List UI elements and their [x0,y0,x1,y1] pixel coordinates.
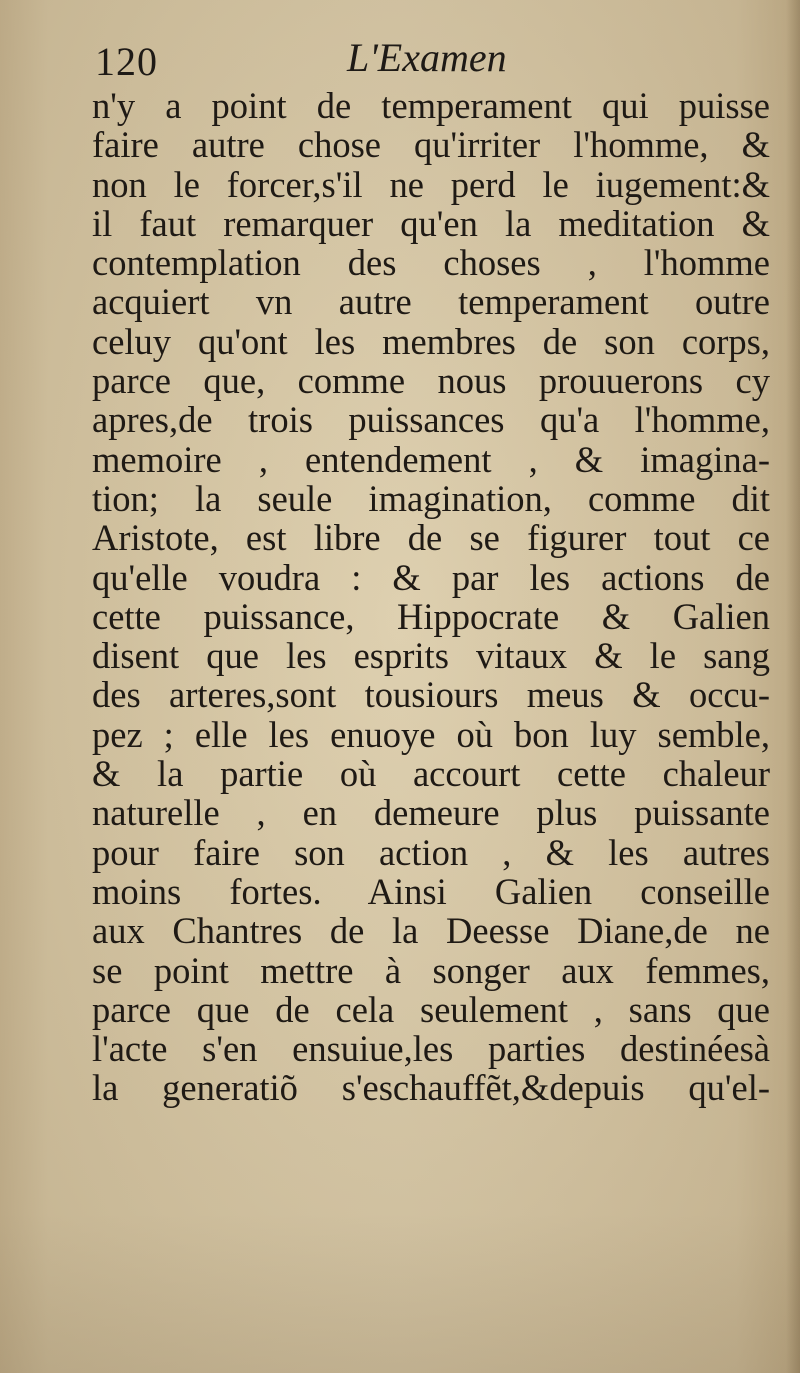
text-line: naturelle , en demeure plus puissante [92,792,770,834]
page-shadow [0,1213,800,1373]
text-line: tion; la seule imagination, comme dit [92,477,770,519]
text-line: non le forcer,s'il ne perd le iugement:& [92,163,770,205]
page-edge [786,0,800,1373]
text-line: acquiert vn autre temperament outre [92,281,770,323]
text-line: parce que de cela seulement , sans que [92,988,770,1030]
text-line: apres,de trois puissances qu'a l'homme, [92,399,770,441]
text-line: aux Chantres de la Deesse Diane,de ne [92,910,770,952]
text-line: Aristote, est libre de se figurer tout ce [92,517,770,559]
text-line: la generatiõ s'eschauffẽt,&depuis qu'el- [92,1067,770,1109]
text-line: faire autre chose qu'irriter l'homme, & [92,124,770,166]
text-line: il faut remarquer qu'en la meditation & [92,202,770,244]
text-line: n'y a point de temperament qui puisse [92,85,770,126]
text-line: qu'elle voudra : & par les actions de [92,556,770,598]
text-line: disent que les esprits vitaux & le sang [92,635,770,677]
text-line: se point mettre à songer aux femmes, [92,949,770,991]
text-line: contemplation des choses , l'homme [92,242,770,284]
text-line: parce que, comme nous prouuerons cy [92,360,770,402]
body-text [92,86,770,1108]
text-line: l'acte s'en ensuiue,les parties destinéesà [92,1028,770,1070]
text-line: pez ; elle les enuoye où bon luy semble, [92,713,770,755]
running-title: L'Examen [347,35,507,80]
text-line: moins fortes. Ainsi Galien conseille [92,870,770,912]
text-line: & la partie où accourt cette chaleur [92,753,770,795]
text-line: celuy qu'ont les membres de son corps, [92,320,770,362]
text-line: cette puissance, Hippocrate & Galien [92,595,770,637]
text-line: des arteres,sont tousiours meus & occu- [92,674,770,716]
page-number: 120 [95,39,158,84]
text-line: pour faire son action , & les autres [92,831,770,873]
text-line: memoire , entendement , & imagina- [92,438,770,480]
